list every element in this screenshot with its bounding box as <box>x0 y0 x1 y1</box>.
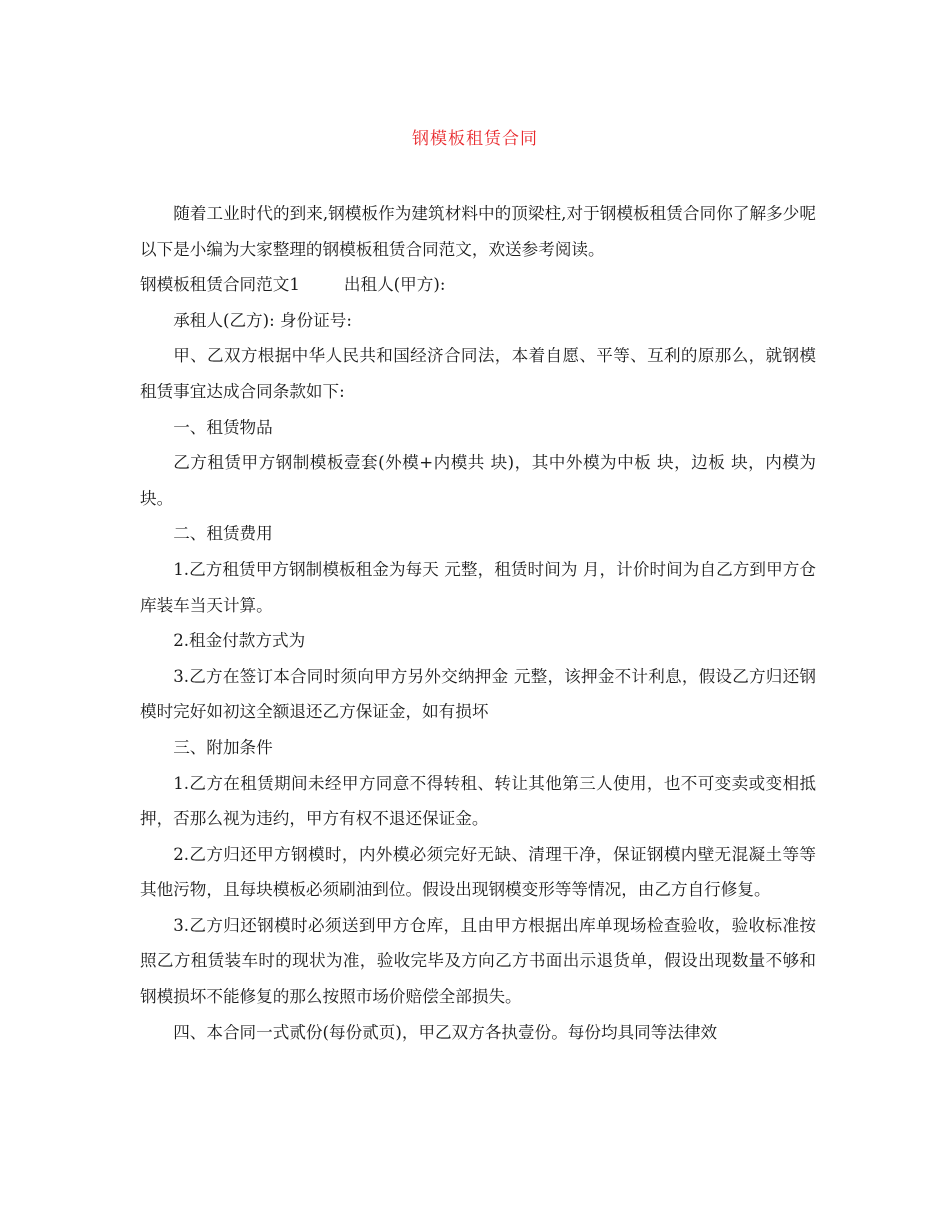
document-body <box>140 196 816 1050</box>
section3-item3: 3.乙方归还钢模时必须送到甲方仓库，且由甲方根据出库单现场检查验收，验收标准按照乙方租赁装车时的现状为准，验收完毕及方向乙方书面出示退货单，假设出现数量不够和钢模损坏不能修复的那么按照市场价赔偿全部损失。 <box>140 915 816 1007</box>
lessor-label: 出租人(甲方): <box>343 275 446 295</box>
section4-text: 四、本合同一式贰份(每份贰页)，甲乙双方各执壹份。每份均具同等法律效 <box>173 1022 718 1042</box>
preamble-paragraph: 甲、乙双方根据中华人民共和国经济合同法，本着自愿、平等、互利的原那么，就钢模租赁事宜达成合同条款如下: <box>140 346 816 401</box>
section3-item2: 2.乙方归还甲方钢模时，内外模必须完好无缺、清理干净，保证钢模内壁无混凝土等等其他污物，且每块模板必须刷油到位。假设出现钢模变形等等情况，由乙方自行修复。 <box>140 844 816 900</box>
section2-title: 二、租赁费用 <box>173 524 273 544</box>
section1-text: 乙方租赁甲方钢制模板壹套(外模+内模共 块)，其中外模为中板 块，边板 块，内模为 块。 <box>140 453 816 508</box>
section1-title: 一、租赁物品 <box>173 417 273 437</box>
intro-paragraph: 随着工业时代的到来,钢模板作为建筑材料中的顶梁柱,对于钢模板租赁合同你了解多少呢以下是小编为大家整理的钢模板租赁合同范文，欢送参考阅读。 <box>140 204 816 259</box>
sample-heading-line <box>140 267 816 303</box>
lessee-line: 承租人(乙方): 身份证号: <box>173 310 352 330</box>
section3-item1: 1.乙方在租赁期间未经甲方同意不得转租、转让其他第三人使用，也不可变卖或变相抵押，否那么视为违约，甲方有权不退还保证金。 <box>140 773 816 829</box>
document-title: 钢模板租赁合同 <box>412 129 538 149</box>
section2-item1: 1.乙方租赁甲方钢制模板租金为每天 元整，租赁时间为 月，计价时间为自乙方到甲方仓库装车当天计算。 <box>140 559 816 615</box>
section2-item3: 3.乙方在签订本合同时须向甲方另外交纳押金 元整，该押金不计利息，假设乙方归还钢模时完好如初这全额退还乙方保证金，如有损坏 <box>140 666 816 722</box>
section2-item2: 2.租金付款方式为 <box>173 631 306 651</box>
section3-title: 三、附加条件 <box>173 737 273 757</box>
sample-heading: 钢模板租赁合同范文1 <box>140 275 300 295</box>
